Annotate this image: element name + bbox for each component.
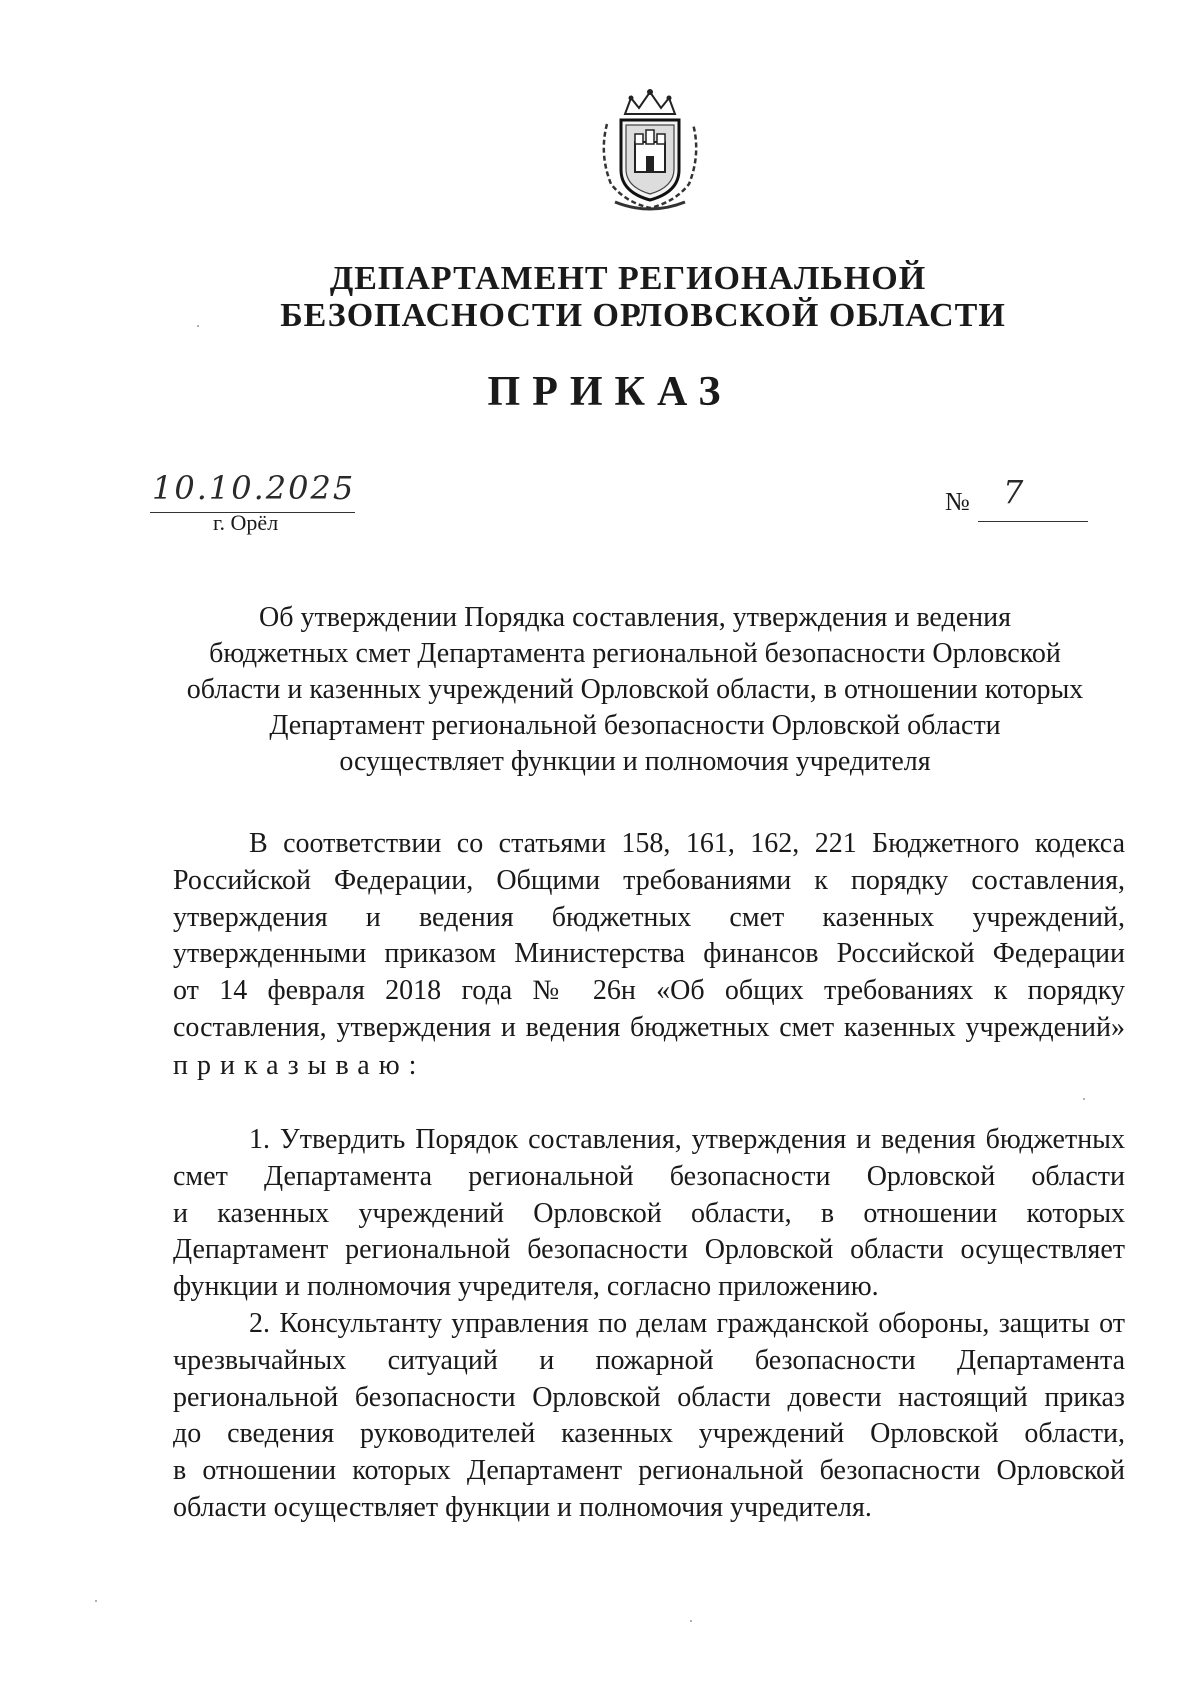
document-date: 10.10.2025 [152,469,356,507]
scan-speck [95,1600,97,1602]
clause-line: функции и полномочия учредителя, согласно приложению. [173,1271,879,1303]
document-number-label: № [945,487,970,516]
preamble-line: В соответствии со статьями 158, 161, 162, 221 Бюджетного кодекса [249,828,1125,859]
clause-line: региональной безопасности Орловской области довести настоящий приказ [173,1381,1125,1413]
preamble-line: Российской Федерации, Общими требованиями к порядку составления, [173,864,1125,896]
clause-2 [173,1306,1125,1527]
clause-line: смет Департамента региональной безопасности Орловской области [173,1160,1125,1192]
scan-speck [197,325,199,327]
scan-speck [1083,1098,1085,1100]
document-subject [150,600,1120,780]
organization-name-line-1: ДЕПАРТАМЕНТ РЕГИОНАЛЬНОЙ [329,260,927,297]
organization-name-line-2: БЕЗОПАСНОСТИ ОРЛОВСКОЙ ОБЛАСТИ [280,297,1006,334]
clause-line: области осуществляет функции и полномочия учредителя. [173,1491,872,1523]
subject-line: осуществляет функции и полномочия учредителя [339,746,931,777]
preamble-paragraph [173,826,1125,1047]
preamble-line: утверждения и ведения бюджетных смет казенных учреждений, [173,901,1125,933]
subject-line: области и казенных учреждений Орловской области, в отношении которых [186,674,1084,705]
preamble-line: от 14 февраля 2018 года № 26н «Об общих требованиях к порядку [173,975,1125,1007]
clause-line: Департамент региональной безопасности Орловской области осуществляет [173,1234,1125,1266]
clause-line: 2. Консультанту управления по делам гражданской обороны, защиты от [249,1308,1125,1339]
document-city: г. Орёл [213,510,279,535]
order-word: приказываю: [173,1050,426,1081]
clause-line: в отношении которых Департамент региональной безопасности Орловской [173,1455,1125,1487]
clause-line: 1. Утвердить Порядок составления, утверждения и ведения бюджетных [249,1124,1125,1155]
preamble-line: составления, утверждения и ведения бюджетных смет казенных учреждений» [173,1011,1125,1043]
coat-of-arms-emblem [595,84,705,214]
subject-line: Об утверждении Порядка составления, утверждения и ведения [259,602,1011,633]
preamble-line: утвержденными приказом Министерства финансов Российской Федерации [173,938,1125,970]
clause-line: до сведения руководителей казенных учреждений Орловской области, [173,1418,1125,1450]
subject-line: бюджетных смет Департамента региональной безопасности Орловской [209,638,1061,669]
document-number: 7 [1003,473,1024,511]
number-underline [978,521,1088,522]
clause-line: и казенных учреждений Орловской области, в отношении которых [173,1197,1125,1229]
scan-speck [690,1620,692,1622]
document-type-title: ПРИКАЗ [487,369,733,415]
clause-line: чрезвычайных ситуаций и пожарной безопасности Департамента [173,1344,1125,1376]
subject-line: Департамент региональной безопасности Орловской области [269,710,1001,741]
clause-1 [173,1122,1125,1306]
